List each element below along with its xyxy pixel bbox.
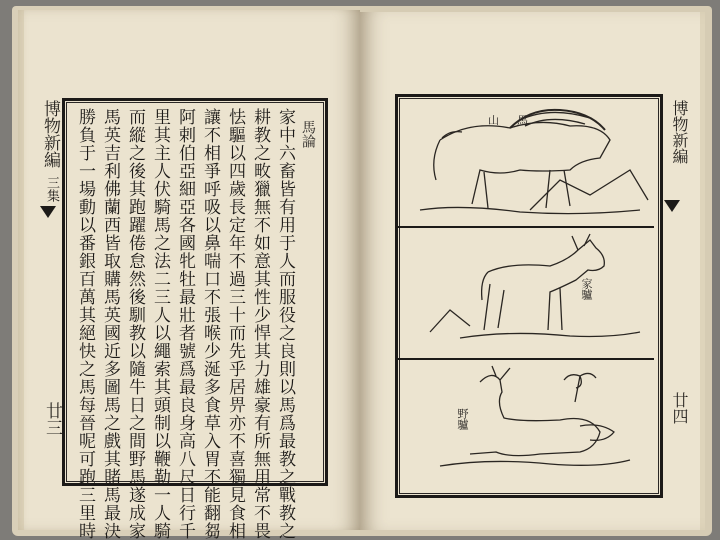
left-margin-title: 博物新編 (40, 100, 60, 168)
right-folio: 廿四 (670, 392, 689, 424)
caption-mountain-horse: 山馬 (488, 114, 546, 127)
right-fishtail-mark (664, 200, 680, 212)
text-column-7: 而縱之後其跑躍倦怠然後馴教以隨牛日之間野馬遂成家 (125, 108, 145, 540)
text-column-6: 里其主人伏騎馬之法二三人以繩索其頭制以鞭勒一人騎 (150, 108, 170, 540)
text-column-2: 耕教之畋獵無不如意其性少悍其力雄豪有所無用常不畏 (250, 108, 270, 540)
text-column-4: 讓不相爭呼吸以鼻喘口不張喉少涎多食草入胃不能翻芻 (200, 108, 220, 540)
text-column-3: 怯驅以四歲長定年不過三十而先乎居畀亦不喜獨見食相 (225, 108, 245, 540)
left-folio: 廿三 (42, 402, 62, 436)
left-margin-volume: 三集 (44, 176, 59, 202)
text-column-9: 勝負于一場動以番銀百萬其絕快之馬每晉呢可跑三里時 (75, 108, 95, 540)
section-title: 馬論 (300, 120, 316, 148)
panel-divider-2 (398, 358, 654, 360)
left-fishtail-mark (40, 206, 56, 218)
caption-wild-donkey: 野驢 (456, 408, 469, 430)
wild-donkey-illustration (400, 362, 650, 488)
panel-divider-1 (398, 226, 654, 228)
caption-donkey: 家驢 (580, 278, 593, 300)
text-column-5: 阿剌伯亞細亞各國牝牡最壯者號爲最良身高八尺日行千 (175, 108, 195, 540)
right-margin-title: 博物新編 (670, 100, 689, 164)
text-column-1: 家中六畜皆有用于人而服役之良則以馬爲最教之戰教之 (275, 108, 295, 540)
donkey-illustration (400, 230, 650, 356)
text-column-8: 馬英吉利佛蘭西皆取購馬英國近多圖馬之戲其賭馬最決 (100, 108, 120, 540)
